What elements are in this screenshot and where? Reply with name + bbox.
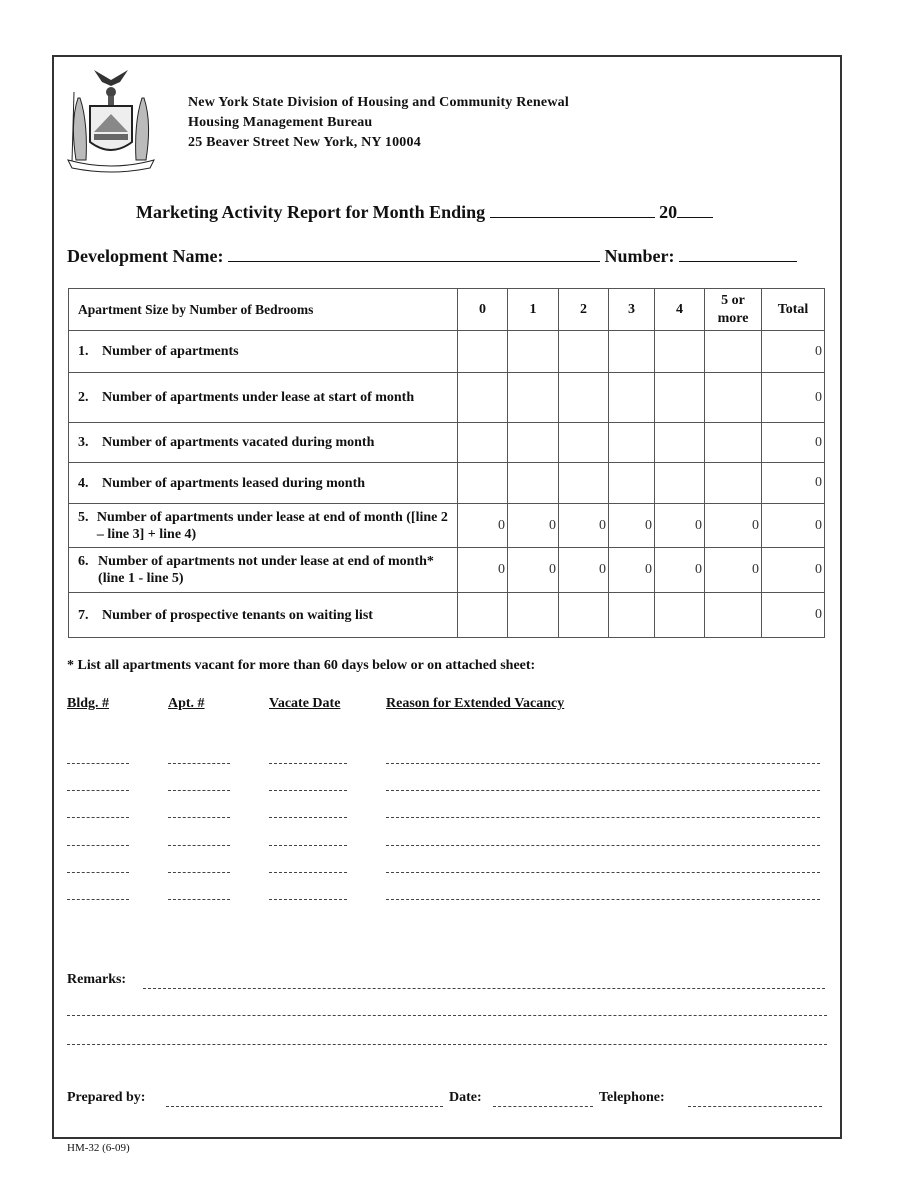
value-cell[interactable] [458,331,508,373]
remarks-label: Remarks: [67,972,127,987]
table-row [69,373,825,423]
row-number: 3. [78,435,89,450]
row-number: 4. [78,475,89,491]
vacancy-note: * List all apartments vacant for more than 60 days below or on attached sheet: [67,658,536,673]
vacate-date-field[interactable] [269,872,347,873]
bldg-field[interactable] [67,790,129,791]
value-cell[interactable] [609,373,655,423]
value-cell[interactable]: 0 [559,548,609,593]
value-cell[interactable] [559,593,609,638]
value-cell[interactable] [508,331,559,373]
value-cell[interactable]: 0 [762,331,825,373]
reason-field[interactable] [386,817,820,818]
report-title [136,202,713,223]
bldg-field[interactable] [67,845,129,846]
value-cell[interactable] [609,331,655,373]
value-cell[interactable] [559,463,609,504]
development-number-field[interactable] [679,248,797,262]
row-number: 6. [78,554,89,569]
value-cell[interactable] [458,373,508,423]
value-cell[interactable] [609,593,655,638]
year-field[interactable] [677,204,713,218]
value-cell[interactable]: 0 [762,504,825,548]
header-1: 1 [508,289,559,331]
apt-field[interactable] [168,790,230,791]
value-cell[interactable]: 0 [655,548,705,593]
agency-address: 25 Beaver Street New York, NY 10004 [188,135,421,150]
col-vacate-date: Vacate Date [269,696,341,711]
vacate-date-field[interactable] [269,817,347,818]
value-cell[interactable]: 0 [609,548,655,593]
value-cell[interactable]: 0 [458,548,508,593]
value-cell[interactable]: 0 [655,504,705,548]
header-3: 3 [609,289,655,331]
value-cell[interactable] [508,463,559,504]
value-cell[interactable] [508,423,559,463]
value-cell[interactable]: 0 [705,548,762,593]
table-row [69,463,825,504]
value-cell[interactable] [559,423,609,463]
table-header-row [69,289,825,331]
telephone-field[interactable] [688,1106,822,1107]
row-text: Number of apartments under lease at start of month [102,390,415,405]
value-cell[interactable]: 0 [508,504,559,548]
value-cell[interactable] [508,593,559,638]
table-row [69,548,825,593]
row-number: 1. [78,344,89,359]
vacate-date-field[interactable] [269,763,347,764]
row-label [69,548,458,593]
telephone-label: Telephone: [599,1090,665,1105]
apartment-table [68,288,825,638]
form-id: HM-32 (6-09) [67,1142,130,1154]
header-0: 0 [458,289,508,331]
nys-seal-logo [64,62,158,174]
value-cell[interactable]: 0 [508,548,559,593]
reason-field[interactable] [386,763,820,764]
reason-field[interactable] [386,899,820,900]
value-cell[interactable] [559,331,609,373]
development-number-label: Number: [604,246,675,266]
value-cell[interactable] [655,331,705,373]
value-cell[interactable] [655,423,705,463]
vacate-date-field[interactable] [269,790,347,791]
value-cell[interactable] [705,463,762,504]
value-cell[interactable]: 0 [559,504,609,548]
apt-field[interactable] [168,817,230,818]
row-label [69,593,458,638]
reason-field[interactable] [386,872,820,873]
reason-field[interactable] [386,845,820,846]
development-name-field[interactable] [228,248,600,262]
row-number: 5. [78,509,89,525]
row-label [69,423,458,463]
value-cell[interactable] [458,593,508,638]
value-cell[interactable] [655,593,705,638]
row-text: Number of prospective tenants on waiting list [102,607,373,623]
row-number: 7. [78,607,89,623]
value-cell[interactable] [655,373,705,423]
apt-field[interactable] [168,845,230,846]
table-row [69,331,825,373]
value-cell[interactable] [458,423,508,463]
month-ending-field[interactable] [490,204,655,218]
value-cell[interactable]: 0 [705,504,762,548]
value-cell[interactable] [609,423,655,463]
value-cell[interactable]: 0 [458,504,508,548]
bldg-field[interactable] [67,817,129,818]
remarks-field-1[interactable] [143,988,825,989]
bldg-field[interactable] [67,763,129,764]
header-total: Total [762,289,825,331]
table-row [69,504,825,548]
value-cell[interactable] [705,593,762,638]
vacate-date-field[interactable] [269,845,347,846]
value-cell[interactable]: 0 [762,548,825,593]
prepared-by-field[interactable] [166,1106,443,1107]
value-cell[interactable] [705,373,762,423]
value-cell[interactable]: 0 [762,463,825,504]
remarks-field-2[interactable] [67,1015,827,1016]
apt-field[interactable] [168,763,230,764]
value-cell[interactable]: 0 [762,373,825,423]
vacate-date-field[interactable] [269,899,347,900]
bureau-name: Housing Management Bureau [188,115,373,130]
value-cell[interactable]: 0 [609,504,655,548]
header-5-or-more: 5 or more [705,289,762,331]
agency-name: New York State Division of Housing and Community Renewal [188,95,569,110]
col-bldg: Bldg. # [67,696,110,711]
header-2: 2 [559,289,609,331]
value-cell[interactable] [559,373,609,423]
date-field[interactable] [493,1106,593,1107]
value-cell[interactable] [458,463,508,504]
value-cell[interactable] [655,463,705,504]
report-title-text: Marketing Activity Report for Month Ending [136,202,486,222]
value-cell[interactable]: 0 [762,423,825,463]
row-text: Number of apartments vacated during month [102,435,375,450]
development-row [67,246,797,267]
development-name-label: Development Name: [67,246,224,266]
value-cell[interactable] [705,331,762,373]
apt-field[interactable] [168,872,230,873]
value-cell[interactable] [508,373,559,423]
header-4: 4 [655,289,705,331]
header-size: Apartment Size by Number of Bedrooms [69,289,458,331]
row-label [69,331,458,373]
row-label [69,373,458,423]
col-apt: Apt. # [168,696,205,711]
row-number: 2. [78,390,89,405]
table-row [69,423,825,463]
prepared-by-label: Prepared by: [67,1090,146,1105]
row-text: Number of apartments not under lease at end of month* (line 1 - line 5) [98,554,434,586]
row-text: Number of apartments under lease at end of month ([line 2 – line 3] + line 4) [96,509,448,542]
reason-field[interactable] [386,790,820,791]
row-label [69,504,458,548]
year-prefix: 20 [659,202,678,222]
date-label: Date: [449,1090,482,1105]
apt-field[interactable] [168,899,230,900]
remarks-field-3[interactable] [67,1044,827,1045]
bldg-field[interactable] [67,899,129,900]
bldg-field[interactable] [67,872,129,873]
row-label [69,463,458,504]
value-cell[interactable] [705,423,762,463]
col-reason: Reason for Extended Vacancy [386,696,565,711]
agency-header [188,93,569,153]
row-text: Number of apartments leased during month [102,475,366,491]
row-text: Number of apartments [102,344,239,359]
table-row [69,593,825,638]
value-cell[interactable]: 0 [762,593,825,638]
value-cell[interactable] [609,463,655,504]
